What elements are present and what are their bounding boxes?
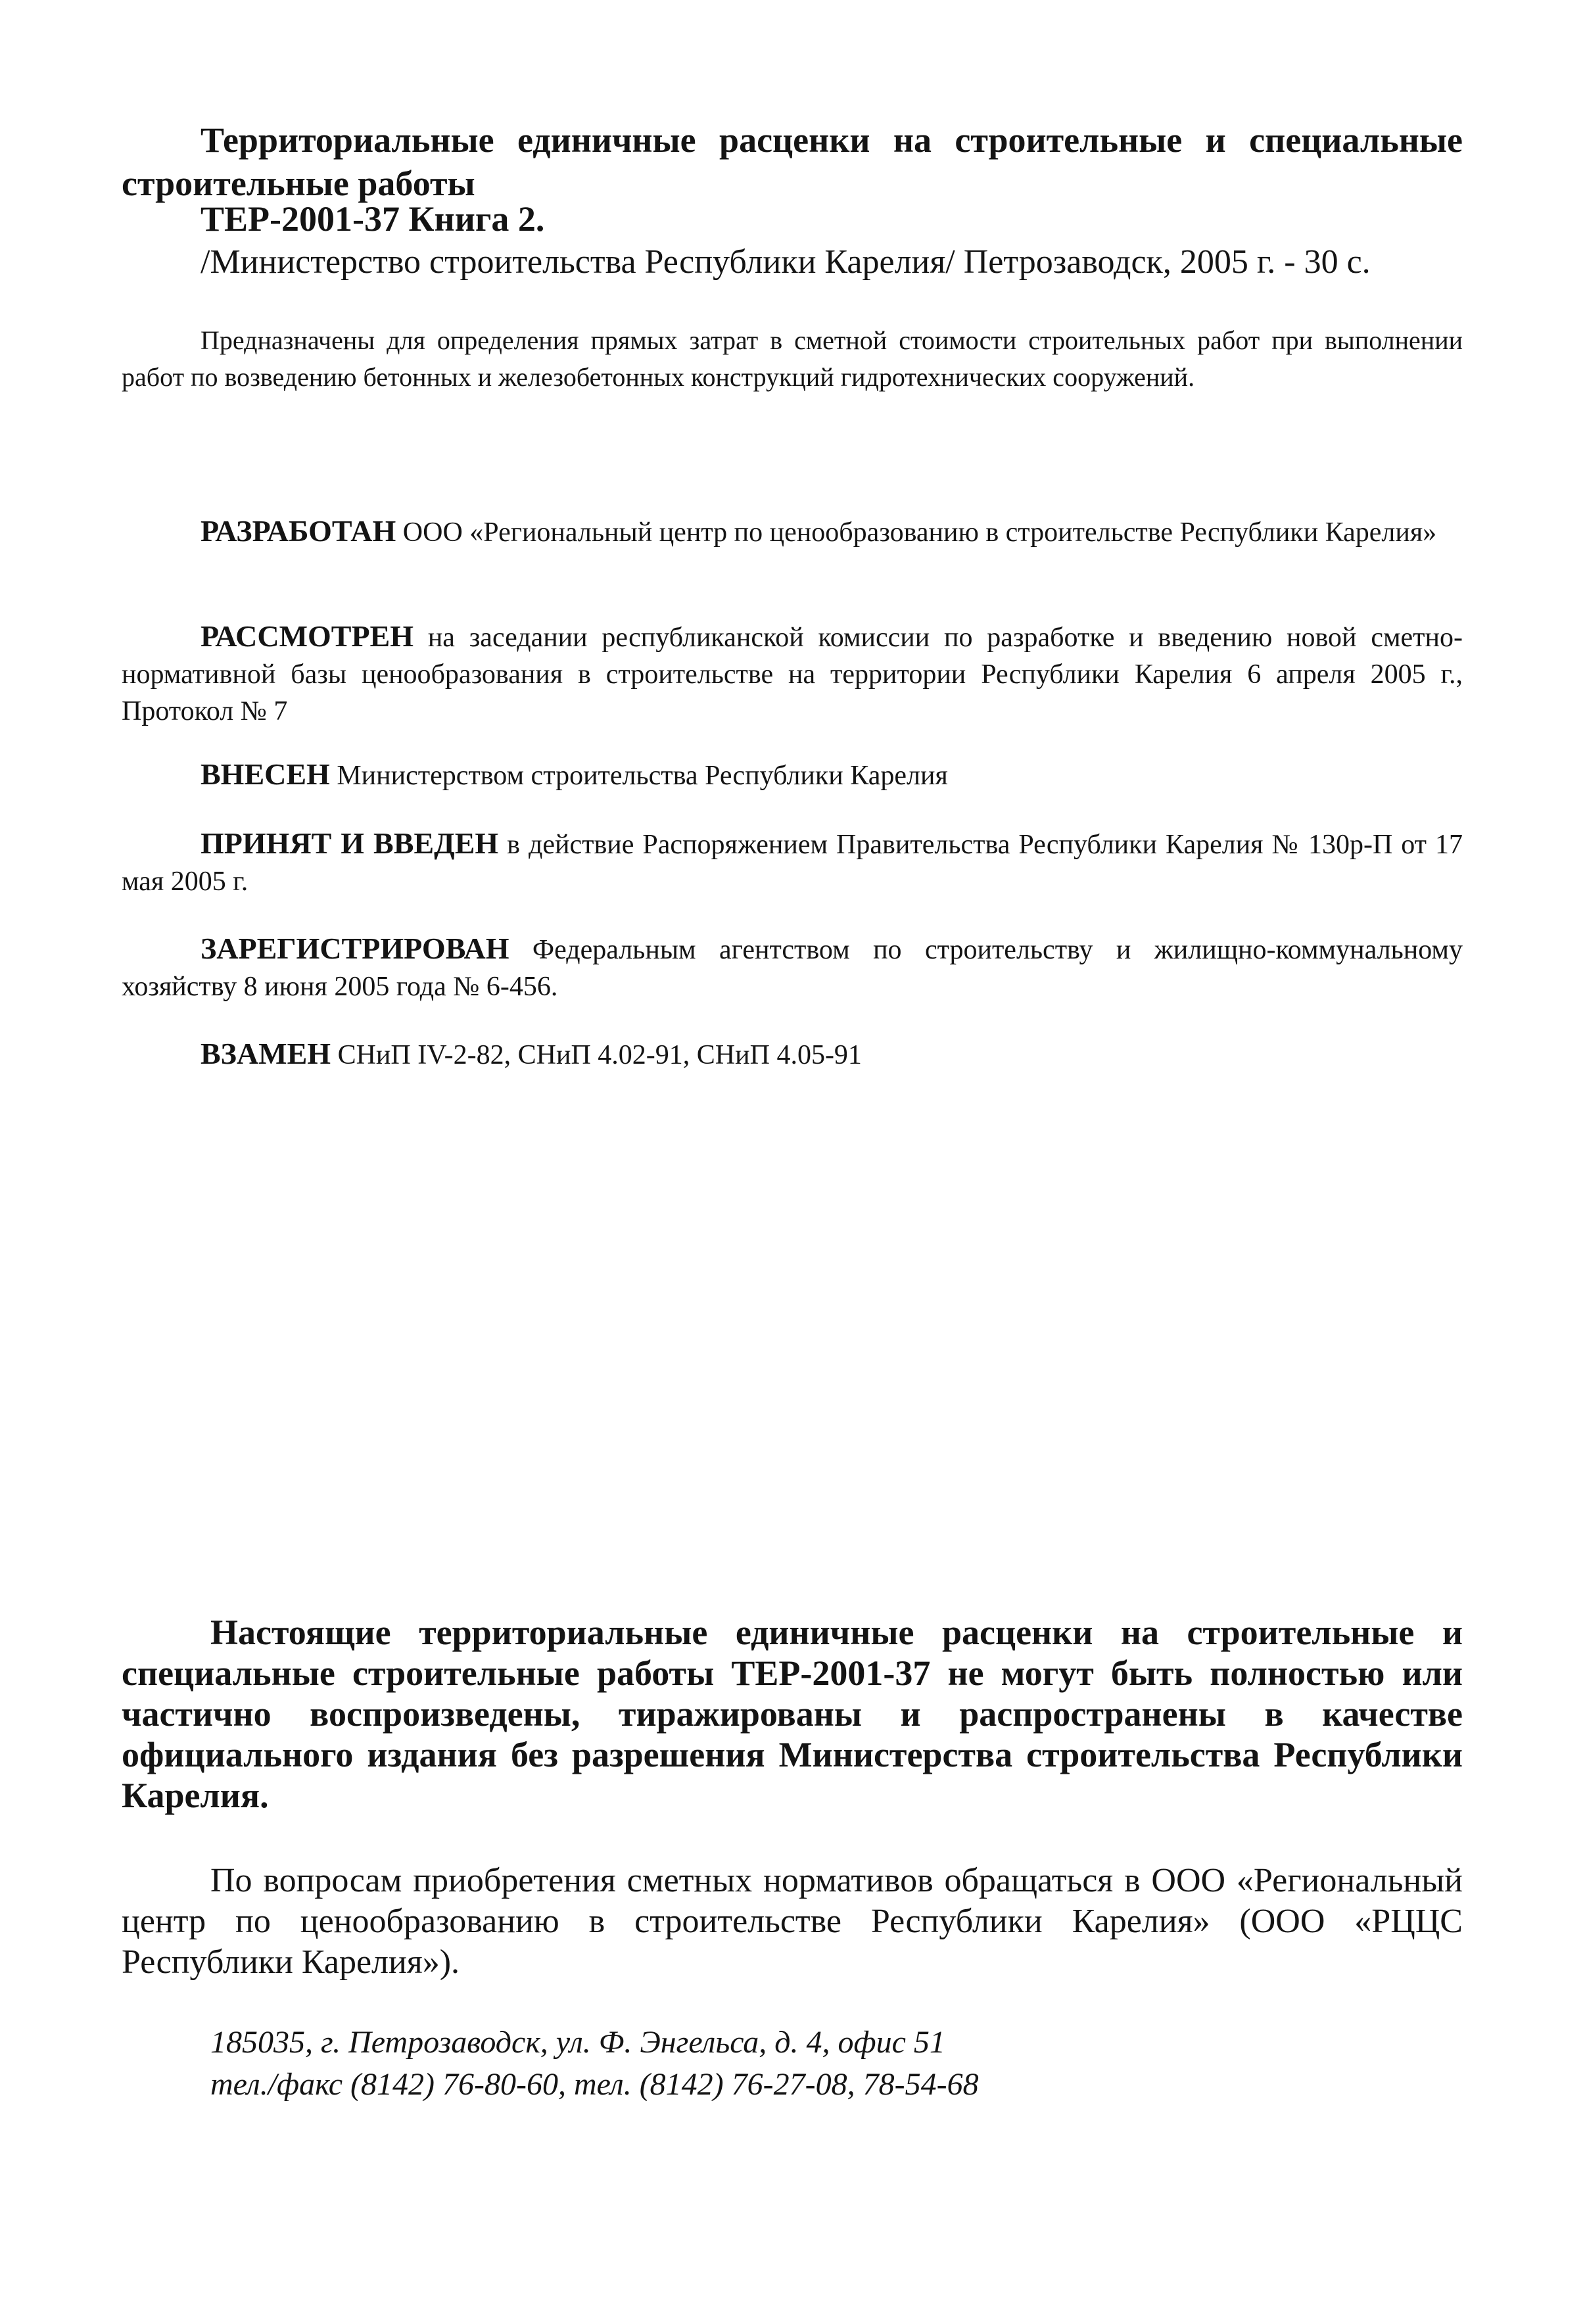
phone-line: тел./факс (8142) 76-80-60, тел. (8142) 76-27-08, 78-54-68 [210, 2067, 979, 2102]
introduced-label: ВНЕСЕН [201, 757, 330, 791]
registered-label: ЗАРЕГИСТРИРОВАН [201, 932, 509, 965]
developed-text: ООО «Региональный центр по ценообразованию в строительстве Республики Карелия» [396, 517, 1437, 548]
document-code: ТЕР-2001-37 Книга 2. [201, 199, 545, 239]
adopted-label: ПРИНЯТ И ВВЕДЕН [201, 826, 499, 860]
developed-label: РАЗРАБОТАН [201, 514, 396, 548]
introduced-text: Министерством строительства Республики Карелия [329, 761, 948, 791]
reviewed-label: РАССМОТРЕН [201, 619, 414, 653]
registered-paragraph [122, 930, 1463, 1005]
replaces-label: ВЗАМЕН [201, 1037, 331, 1070]
adopted-text: в действие Распоряжением Правительства Республики Карелия № 130р-П от 17 мая 2005 г. [122, 830, 1463, 897]
developed-paragraph [122, 513, 1463, 551]
copyright-notice: Настоящие территориальные единичные расценки на строительные и специальные строительные работы ТЕР-2001-37 не могут быть полностью или частично воспроизведены, тиражированы и распространены в качестве официального издания без разрешения Министерства строительства Республики Карелия. [122, 1613, 1463, 1815]
address-line: 185035, г. Петрозаводск, ул. Ф. Энгельса, д. 4, офис 51 [210, 2025, 945, 2060]
purpose-paragraph: Предназначены для определения прямых затрат в сметной стоимости строительных работ при выполнении работ по возведению бетонных и железобетонных конструкций гидротехнических сооружений. [122, 325, 1463, 392]
registered-text: Федеральным агентством по строительству и жилищно-коммунальному хозяйству 8 июня 2005 года № 6-456. [122, 935, 1463, 1002]
document-publisher: /Министерство строительства Республики Карелия/ Петрозаводск, 2005 г. - 30 с. [201, 243, 1371, 281]
reviewed-paragraph [122, 618, 1463, 730]
contact-paragraph: По вопросам приобретения сметных нормативов обращаться в ООО «Региональный центр по ценообразованию в строительстве Республики Карелия» (ООО «РЦЦС Республики Карелия»). [122, 1862, 1463, 1981]
reviewed-text: на заседании республиканской комиссии по разработке и введению новой сметно-нормативной базы ценообразования в строительстве на территории Республики Карелия 6 апреля 2005 г., Протокол № 7 [122, 623, 1463, 726]
document-title: Территориальные единичные расценки на строительные и специальные строительные работы [122, 120, 1463, 203]
address-block [210, 2022, 1459, 2106]
adopted-paragraph [122, 825, 1463, 900]
replaces-paragraph [122, 1035, 1463, 1074]
introduced-paragraph [122, 756, 1463, 794]
replaces-text: СНиП IV-2-82, СНиП 4.02-91, СНиП 4.05-91 [331, 1040, 862, 1070]
